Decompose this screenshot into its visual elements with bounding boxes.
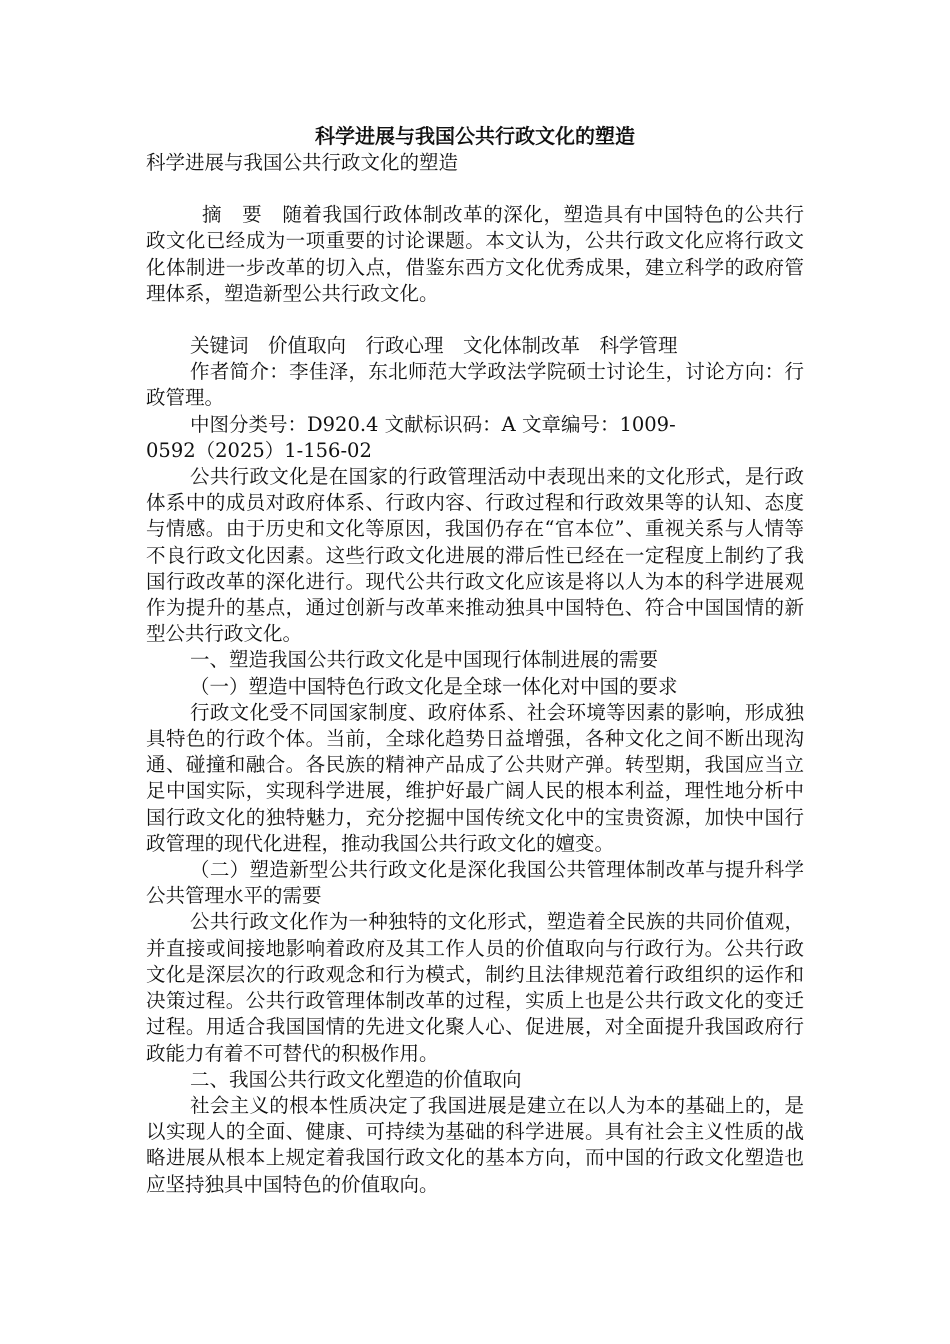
spacer bbox=[146, 307, 804, 333]
body-paragraph-3: 公共行政文化作为一种独特的文化形式，塑造着全民族的共同价值观，并直接或间接地影响着政府及其工作人员的价值取向与行政行为。公共行政文化是深层次的行政观念和行为模式，制约且法律规范着行政组织的运作和决策过程。公共行政管理体制改革的过程，实质上也是公共行政文化的变迁过程。用适合我国国情的先进文化聚人心、促进展，对全面提升我国政府行政能力有着不可替代的积极作用。 bbox=[146, 910, 804, 1065]
document-page bbox=[146, 122, 804, 1198]
abstract-paragraph: 摘 要 随着我国行政体制改革的深化，塑造具有中国特色的公共行政文化已经成为一项重要的讨论课题。本文认为，公共行政文化应将行政文化体制进一步改革的切入点，借鉴东西方文化优秀成果，建立科学的政府管理体系，塑造新型公共行政文化。 bbox=[146, 203, 804, 305]
author-info: 作者简介：李佳泽，东北师范大学政法学院硕士讨论生，讨论方向：行政管理。 bbox=[146, 360, 804, 410]
section-heading-2: 二、我国公共行政文化塑造的价值取向 bbox=[190, 1067, 522, 1091]
classification-line: 中图分类号：D920.4 文献标识码：A 文章编号：1009- bbox=[190, 412, 676, 436]
document-subtitle: 科学进展与我国公共行政文化的塑造 bbox=[146, 151, 459, 174]
subsection-heading-1-1: （一）塑造中国特色行政文化是全球一体化对中国的要求 bbox=[190, 674, 678, 698]
spacer bbox=[146, 176, 804, 202]
classification-line-continued: 0592（2025）1-156-02 bbox=[146, 438, 372, 462]
body-paragraph-2: 行政文化受不同国家制度、政府体系、社会环境等因素的影响，形成独具特色的行政个体。当前，全球化趋势日益增强，各种文化之间不断出现沟通、碰撞和融合。各民族的精神产品成了公共财产弹。转型期，我国应当立足中国实际，实现科学进展，维护好最广阔人民的根本利益，理性地分析中国行政文化的独特魅力，充分挖掘中国传统文化中的宝贵资源，加快中国行政管理的现代化进程，推动我国公共行政文化的嬗变。 bbox=[146, 700, 804, 855]
body-paragraph-1: 公共行政文化是在国家的行政管理活动中表现出来的文化形式，是行政体系中的成员对政府体系、行政内容、行政过程和行政效果等的认知、态度与情感。由于历史和文化等原因，我国仍存在“官本位”、重视关系与人情等不良行政文化因素。这些行政文化进展的滞后性已经在一定程度上制约了我国行政改革的深化进行。现代公共行政文化应该是将以人为本的科学进展观作为提升的基点，通过创新与改革来推动独具中国特色、符合中国国情的新型公共行政文化。 bbox=[146, 465, 804, 646]
subsection-heading-1-2: （二）塑造新型公共行政文化是深化我国公共管理体制改革与提升科学公共管理水平的需要 bbox=[146, 858, 804, 908]
section-heading-1: 一、塑造我国公共行政文化是中国现行体制进展的需要 bbox=[190, 648, 659, 672]
body-paragraph-4: 社会主义的根本性质决定了我国进展是建立在以人为本的基础上的，是以实现人的全面、健康、可持续为基础的科学进展。具有社会主义性质的战略进展从根本上规定着我国行政文化的基本方向，而中国的行政文化塑造也应坚持独具中国特色的价值取向。 bbox=[146, 1093, 804, 1196]
document-title: 科学进展与我国公共行政文化的塑造 bbox=[315, 124, 635, 148]
keywords-line: 关键词 价值取向 行政心理 文化体制改革 科学管理 bbox=[190, 334, 678, 358]
